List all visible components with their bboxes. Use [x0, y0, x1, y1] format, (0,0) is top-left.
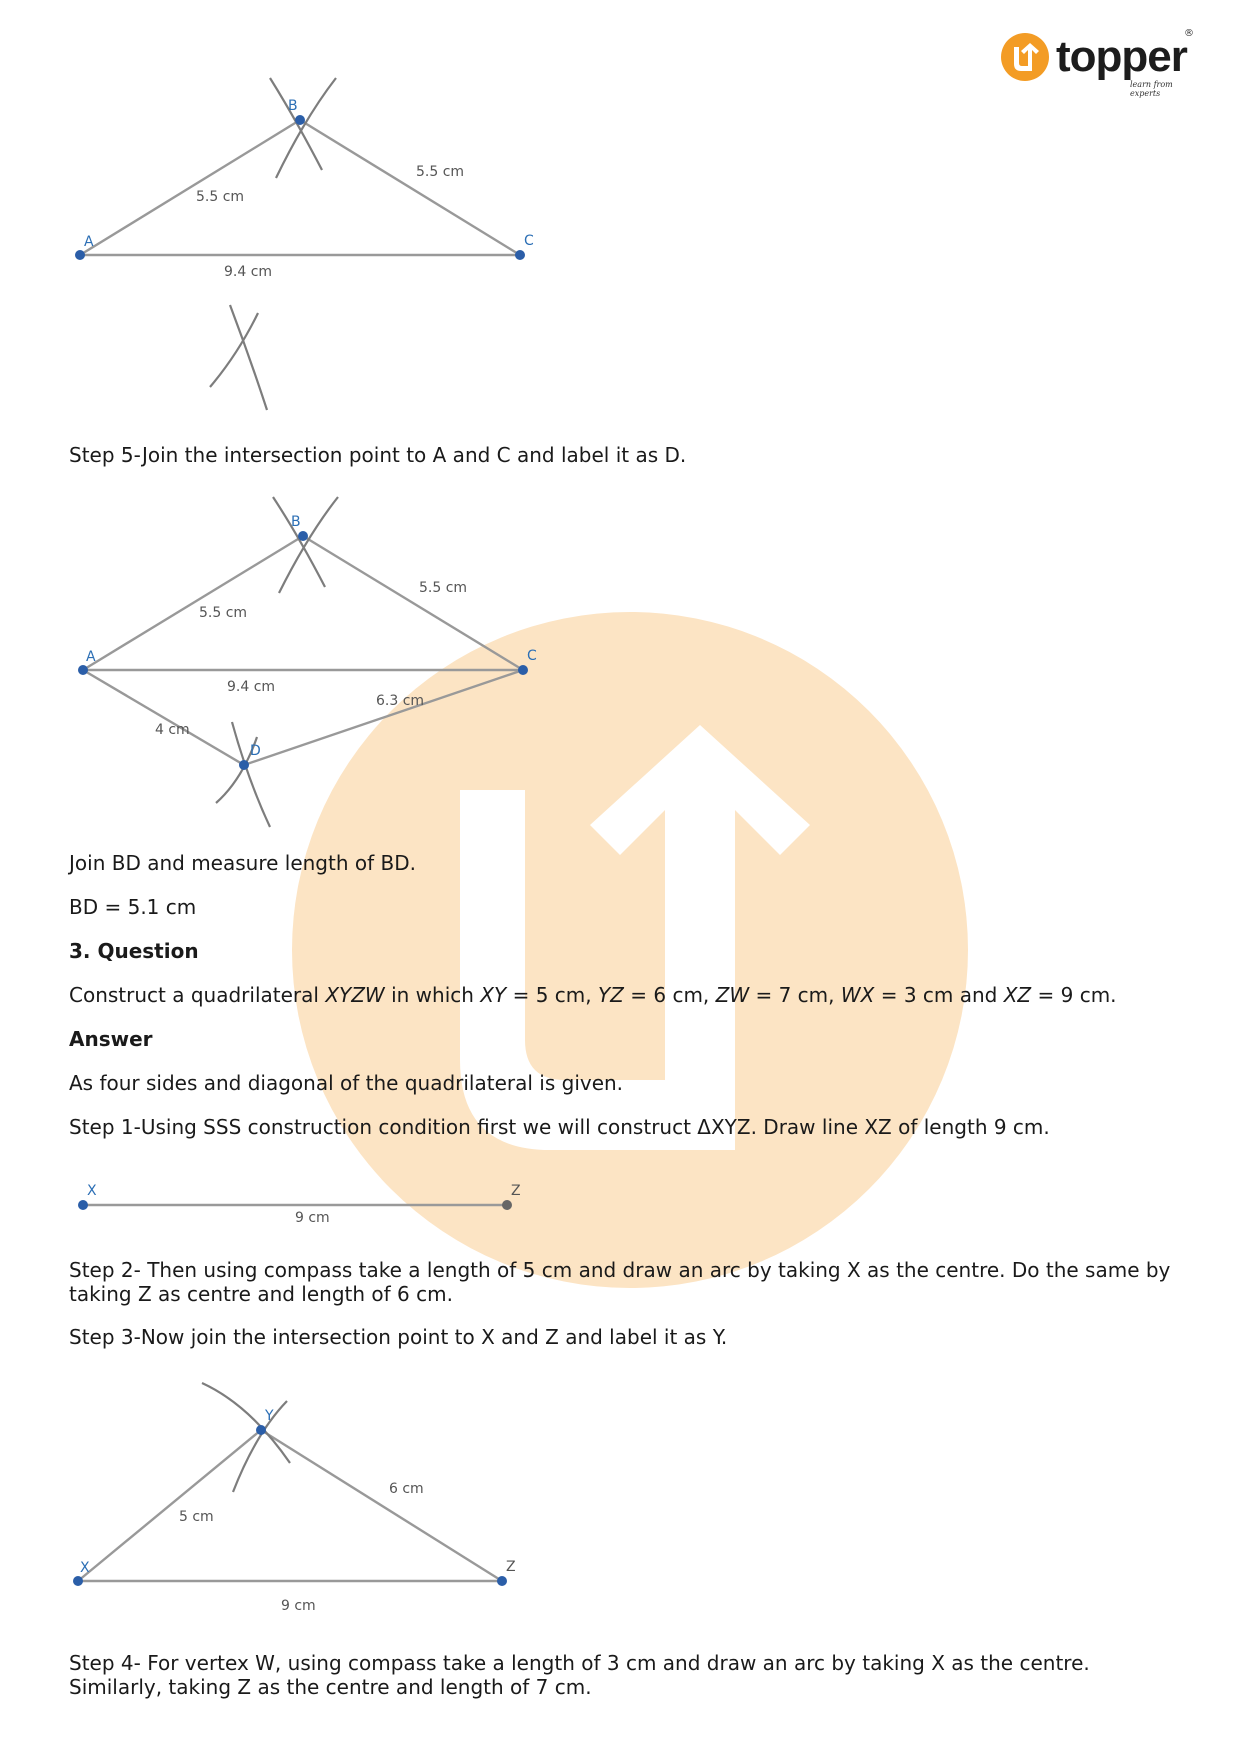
segment-bc — [300, 120, 520, 255]
arc-b1 — [273, 497, 325, 587]
q-xz: XZ — [1003, 983, 1032, 1007]
label-z: Z — [511, 1183, 521, 1199]
point-b — [298, 531, 308, 541]
segment-ab — [80, 120, 300, 255]
label-b: B — [288, 98, 298, 114]
point-z — [497, 1576, 507, 1586]
q-wx-val: = 3 cm and — [874, 983, 1004, 1007]
join-bd-text: Join BD and measure length of BD. — [69, 851, 416, 875]
logo-tagline: learn from experts — [1130, 80, 1173, 98]
label-x: X — [87, 1183, 97, 1199]
q-zw: ZW — [715, 983, 750, 1007]
step4-text: Step 4- For vertex W, using compass take a length of 3 cm and draw an arc by taking X as the centre. Similarly, taking Z as the centre and length of 7 cm. — [69, 1651, 1090, 1699]
q-yz-val: = 6 cm, — [623, 983, 716, 1007]
label-xz: 9 cm — [281, 1598, 316, 1614]
label-b: B — [291, 514, 301, 530]
arc-d2 — [210, 313, 258, 387]
label-a: A — [86, 649, 96, 665]
logo-registered-mark: ® — [1184, 28, 1194, 39]
label-ab: 5.5 cm — [199, 605, 248, 621]
logo-badge-icon — [1000, 32, 1050, 82]
point-a — [78, 665, 88, 675]
question-pre: Construct a quadrilateral — [69, 983, 326, 1007]
arc-b1 — [270, 78, 322, 170]
label-bc: 5.5 cm — [416, 164, 465, 180]
answer-heading: Answer — [69, 1027, 153, 1051]
label-ad: 4 cm — [155, 722, 190, 738]
q-zw-val: = 7 cm, — [749, 983, 841, 1007]
question-text — [69, 983, 1117, 1007]
segment-bc — [303, 536, 523, 670]
q-xyzw: XYZW — [325, 983, 385, 1007]
figure-triangle-xyz — [60, 1375, 540, 1625]
figure-quadrilateral-abcd — [60, 490, 580, 835]
q-xz-val: = 9 cm. — [1031, 983, 1117, 1007]
label-xy: 5 cm — [179, 1509, 214, 1525]
label-yz: 6 cm — [389, 1481, 424, 1497]
point-x — [78, 1200, 88, 1210]
logo-wordmark: topper — [1056, 32, 1187, 81]
label-ac: 9.4 cm — [227, 679, 276, 695]
label-d: D — [250, 743, 261, 759]
point-z — [502, 1200, 512, 1210]
arc-d1 — [232, 722, 270, 827]
figure-line-xz — [60, 1170, 540, 1240]
question-heading: 3. Question — [69, 939, 199, 963]
segment-ad — [83, 670, 244, 765]
step3-text: Step 3-Now join the intersection point to X and Z and label it as Y. — [69, 1325, 728, 1349]
q-in-which: in which — [384, 983, 481, 1007]
answer-intro-text: As four sides and diagonal of the quadrilateral is given. — [69, 1071, 624, 1095]
bd-value-text: BD = 5.1 cm — [69, 895, 197, 919]
step1-text: Step 1-Using SSS construction condition first we will construct ΔXYZ. Draw line XZ of length 9 cm. — [69, 1115, 1050, 1139]
q-xy-val: = 5 cm, — [506, 983, 598, 1007]
point-c — [515, 250, 525, 260]
label-xz: 9 cm — [295, 1210, 330, 1226]
label-ab: 5.5 cm — [196, 189, 245, 205]
label-z: Z — [506, 1559, 516, 1575]
q-wx: WX — [840, 983, 875, 1007]
point-y — [256, 1425, 266, 1435]
topper-logo — [1000, 28, 1200, 98]
point-x — [73, 1576, 83, 1586]
point-a — [75, 250, 85, 260]
label-bc: 5.5 cm — [419, 580, 468, 596]
segment-xy — [78, 1430, 261, 1581]
label-cd: 6.3 cm — [376, 693, 425, 709]
point-d — [239, 760, 249, 770]
arc-d1 — [230, 305, 267, 410]
label-y: Y — [265, 1408, 274, 1424]
segment-yz — [261, 1430, 502, 1581]
arc-y1 — [202, 1383, 290, 1463]
step5-text: Step 5-Join the intersection point to A and C and label it as D. — [69, 443, 687, 467]
q-xy: XY — [480, 983, 507, 1007]
point-b — [295, 115, 305, 125]
label-c: C — [527, 648, 537, 664]
label-c: C — [524, 233, 534, 249]
segment-cd — [244, 670, 523, 765]
segment-ab — [83, 536, 303, 670]
step2-text: Step 2- Then using compass take a length of 5 cm and draw an arc by taking X as the centre. Do the same by taking Z as centre and length of 6 cm. — [69, 1258, 1171, 1306]
label-a: A — [84, 234, 94, 250]
point-c — [518, 665, 528, 675]
figure-triangle-abc — [60, 70, 560, 420]
label-ac: 9.4 cm — [224, 264, 273, 280]
label-x: X — [80, 1560, 90, 1576]
q-yz: YZ — [597, 983, 624, 1007]
